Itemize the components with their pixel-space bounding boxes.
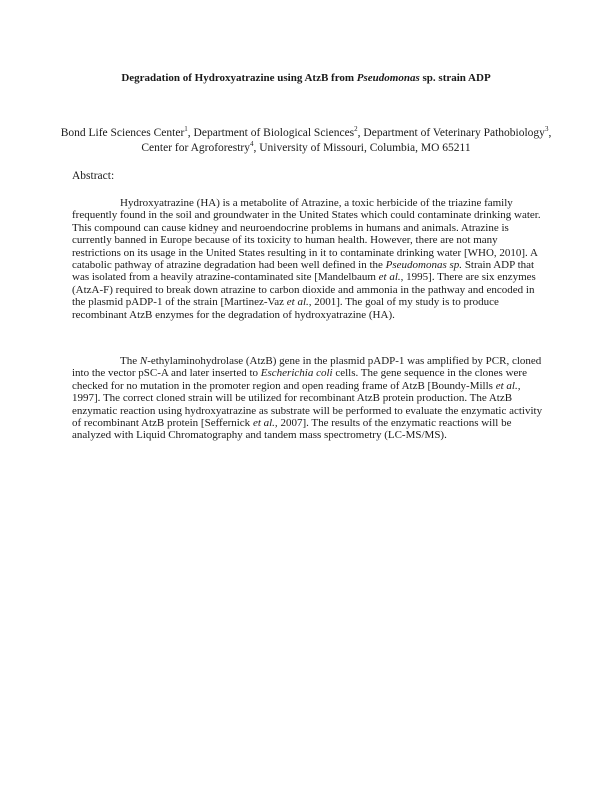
p1-text-3: 1995]. There are six enzymes (AtzA-F) required to break down atrazine to carbon dioxide and ammonia in the pathway and encoded in the plasmid pADP-1 of the strain [Martinez-Vaz — [72, 271, 536, 309]
affiliation-5: , University of Missouri, Columbia, MO 65211 — [253, 142, 471, 154]
abstract-paragraph-2 — [72, 355, 544, 442]
p1-italic-2: et al., — [378, 271, 404, 284]
p2-text-2: cells. The gene sequence in the clones were checked for no mutation in the promoter region and open reading frame of AtzB [Boundy-Mills — [72, 367, 527, 392]
p2-text-1: -ethylaminohydrolase (AtzB) gene in the plasmid pADP-1 was amplified by PCR, cloned into the vector pSC-A and later inserted to — [72, 355, 542, 380]
affiliation-1: Bond Life Sciences Center — [60, 127, 185, 139]
abstract-paragraph-1 — [72, 197, 544, 321]
abstract-label: Abstract: — [72, 170, 115, 182]
affiliations — [60, 126, 552, 156]
title-text-part2: sp. strain ADP — [419, 72, 491, 84]
p2-text-0: The — [120, 355, 140, 367]
p1-text-4: 2001]. The goal of my study is to produce recombinant AtzB enzymes for the degradation of hydroxyatrazine (HA). — [72, 296, 499, 321]
affiliation-3: , Department of Veterinary Pathobiology — [357, 127, 545, 139]
p1-text-2: Strain ADP that was isolated from a heavily atrazine-contaminated site [Mandelbaum — [72, 259, 535, 284]
p1-italic-1: Pseudomonas sp. — [385, 259, 463, 272]
affiliation-2: , Department of Biological Sciences — [187, 127, 355, 139]
p2-italic-3: et al., — [252, 417, 278, 430]
p2-italic-2: et al., — [495, 379, 521, 392]
affiliation-1-marker: 1 — [184, 125, 188, 134]
title-text-part1: Degradation of Hydroxyatrazine using AtzB from — [121, 72, 357, 84]
p2-italic-1: Escherichia coli — [260, 367, 333, 380]
p2-italic-0: N — [139, 355, 148, 367]
title-organism: Pseudomonas — [356, 72, 420, 84]
p2-text-4: 2007]. The results of the enzymatic reactions will be analyzed with Liquid Chromatography and tandem mass spectrometry (LC-MS/MS). — [72, 417, 512, 442]
p1-text-1: Hydroxyatrazine (HA) is a metabolite of Atrazine, a toxic herbicide of the triazine family frequently found in the soil and groundwater in the United States which could contaminate drinking water. This compound can cause kidney and neuroendocrine problems in humans and animals. Atrazine is currently banned in Europe because of its toxicity to human health. However, there are not many restrictions on its usage in the United States resulting in it to contaminate drinking water [WHO, 2010]. A catabolic pathway of atrazine degradation had been well defined in the — [72, 197, 541, 272]
p2-text-3: 1997]. The correct cloned strain will be utilized for recombinant AtzB protein production. The AtzB enzymatic reaction using hydroxyatrazine as substrate will be performed to evaluate the enzymatic activity of recombinant AtzB protein [Seffernick — [72, 392, 543, 430]
document-title — [0, 72, 612, 84]
affiliation-4: , Center for Agroforestry — [141, 127, 552, 154]
affiliation-2-marker: 2 — [354, 125, 358, 134]
p1-italic-3: et al., — [286, 296, 312, 309]
affiliation-4-marker: 4 — [249, 140, 254, 149]
affiliation-3-marker: 3 — [544, 125, 549, 134]
